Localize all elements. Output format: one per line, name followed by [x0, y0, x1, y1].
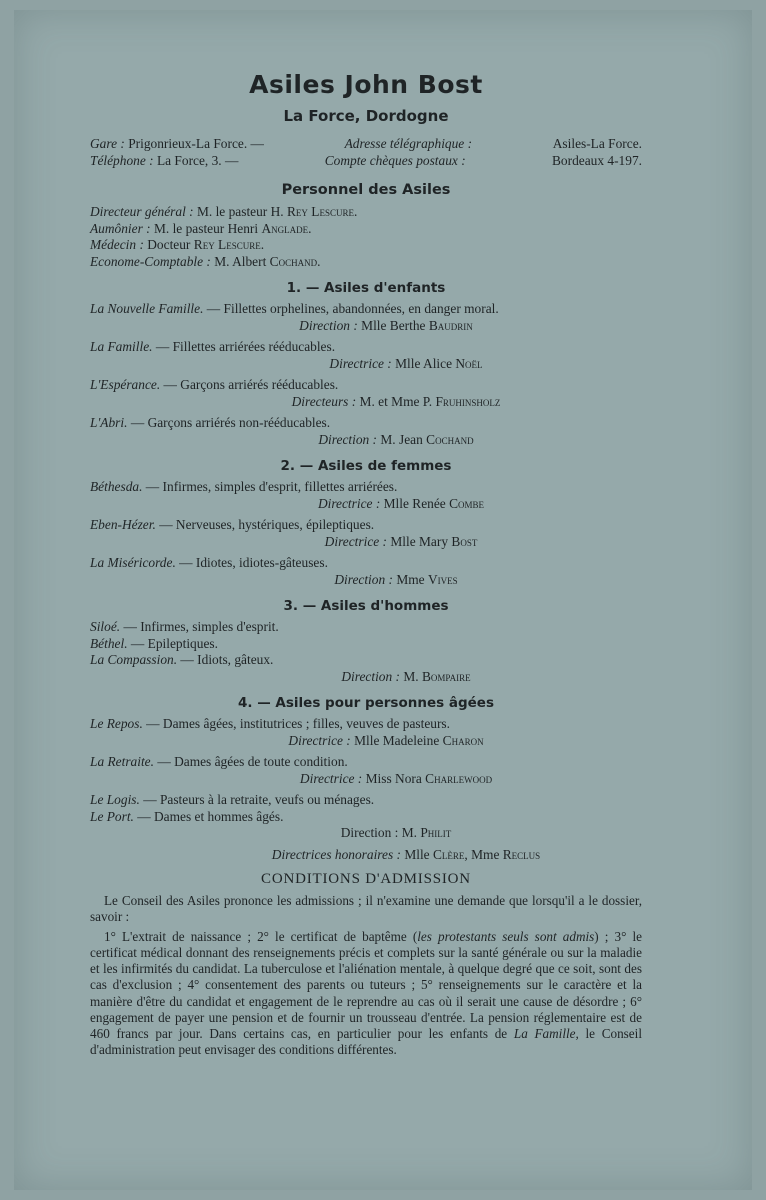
asile-entry: La Nouvelle Famille. — Fillettes orphelines, abandonnées, en danger moral. Direction : Mlle Berthe Baudrin — [90, 301, 499, 333]
conditions-heading: CONDITIONS D'ADMISSION — [261, 871, 471, 887]
contact-line-1 — [90, 136, 642, 153]
asile-line: Le Port. — Dames et hommes âgés. — [90, 808, 284, 824]
asile-entry: Le Repos. — Dames âgées, institutrices ; filles, veuves de pasteurs. Directrice : Mlle Madeleine Charon — [90, 716, 484, 748]
conditions-paragraph-2: 1° L'extrait de naissance ; 2° le certificat de baptême (les protestants seuls sont admis) ; 3° le certificat médical donnant des renseignements précis et complets sur la santé générale ou sur la maladie et les infirmités du candidat. La tuberculose et l'aliénation mentale, à quelque degré que ce soit, sont des cas d'exclusion ; 4° consentement des parents ou tuteurs ; 5° renseignements sur le caractère et la manière d'être du candidat et engagement de le reprendre au cas où il serait une cause de désordre ; 6° engagement de payer une pension et de fournir un trousseau d'entrée. La pension réglementaire est de 460 francs par jour. Dans certains cas, en particulier pour les enfants de La Famille, le Conseil d'administration peut envisager des conditions différentes. — [90, 928, 642, 1058]
asile-line: La Compassion. — Idiots, gâteux. — [90, 652, 274, 667]
page-content — [90, 68, 642, 1058]
adresse-value: Asiles-La Force. — [552, 136, 642, 151]
asile-entry: L'Espérance. — Garçons arriérés rééducables. Directeurs : M. et Mme P. Fruhinsholz — [90, 377, 501, 409]
asile-entry: Béthesda. — Infirmes, simples d'esprit, fillettes arriérées. Directrice : Mlle Renée Combe — [90, 479, 485, 511]
asile-line: Béthel. — Epileptiques. — [90, 635, 218, 651]
compte-label: Compte chèques postaux : — [324, 152, 466, 168]
gare-value: Prigonrieux-La Force. — — [128, 136, 264, 151]
adresse-label: Adresse télégraphique : — [344, 136, 473, 151]
section-heading-hommes: 3. — Asiles d'hommes — [283, 598, 449, 614]
contact-line-2 — [90, 153, 642, 170]
section-heading-agees: 4. — Asiles pour personnes âgées — [238, 695, 494, 711]
asile-entry: La Miséricorde. — Idiotes, idiotes-gâteuses. Direction : Mme Vives — [90, 555, 458, 587]
page-title: Asiles John Bost — [249, 70, 483, 99]
personnel-row: Directeur général : M. le pasteur H. Rey Lescure. — [90, 204, 358, 219]
direction-line: Direction : M. Philit — [340, 825, 452, 840]
asile-entry: La Retraite. — Dames âgées de toute condition. Directrice : Miss Nora Charlewood — [90, 754, 493, 786]
asile-line: Siloé. — Infirmes, simples d'esprit. — [90, 619, 279, 634]
page-subtitle: La Force, Dordogne — [283, 107, 449, 125]
personnel-row: Econome-Comptable : M. Albert Cochand. — [90, 253, 321, 269]
telephone-value: La Force, 3. — — [156, 152, 239, 168]
compte-value: Bordeaux 4-197. — [552, 152, 642, 168]
direction-line: Direction : M. Bompaire — [341, 668, 471, 684]
asile-entry: Eben-Hézer. — Nerveuses, hystériques, épileptiques. Directrice : Mlle Mary Bost — [90, 517, 478, 549]
personnel-heading: Personnel des Asiles — [281, 182, 451, 198]
personnel-row: Aumônier : M. le pasteur Henri Anglade. — [90, 220, 312, 236]
section-heading-enfants: 1. — Asiles d'enfants — [286, 280, 446, 296]
telephone-label: Téléphone : — [90, 152, 154, 168]
conditions-paragraph-1: Le Conseil des Asiles prononce les admissions ; il n'examine une demande que lorsqu'il a le dossier, savoir : — [90, 893, 642, 925]
section-heading-femmes: 2. — Asiles de femmes — [280, 458, 452, 474]
asile-line: Le Logis. — Pasteurs à la retraite, veufs ou ménages. — [90, 792, 375, 807]
document-page — [14, 10, 752, 1190]
asile-entry: L'Abri. — Garçons arriérés non-rééducables. Direction : M. Jean Cochand — [90, 415, 474, 447]
asile-entry: La Famille. — Fillettes arriérées rééducables. Directrice : Mlle Alice Noël — [90, 339, 483, 371]
honorary-directors-line: Directrices honoraires : Mlle Clère, Mme Reclus — [271, 846, 541, 862]
gare-label: Gare : — [90, 136, 125, 151]
personnel-row: Médecin : Docteur Rey Lescure. — [90, 237, 265, 252]
